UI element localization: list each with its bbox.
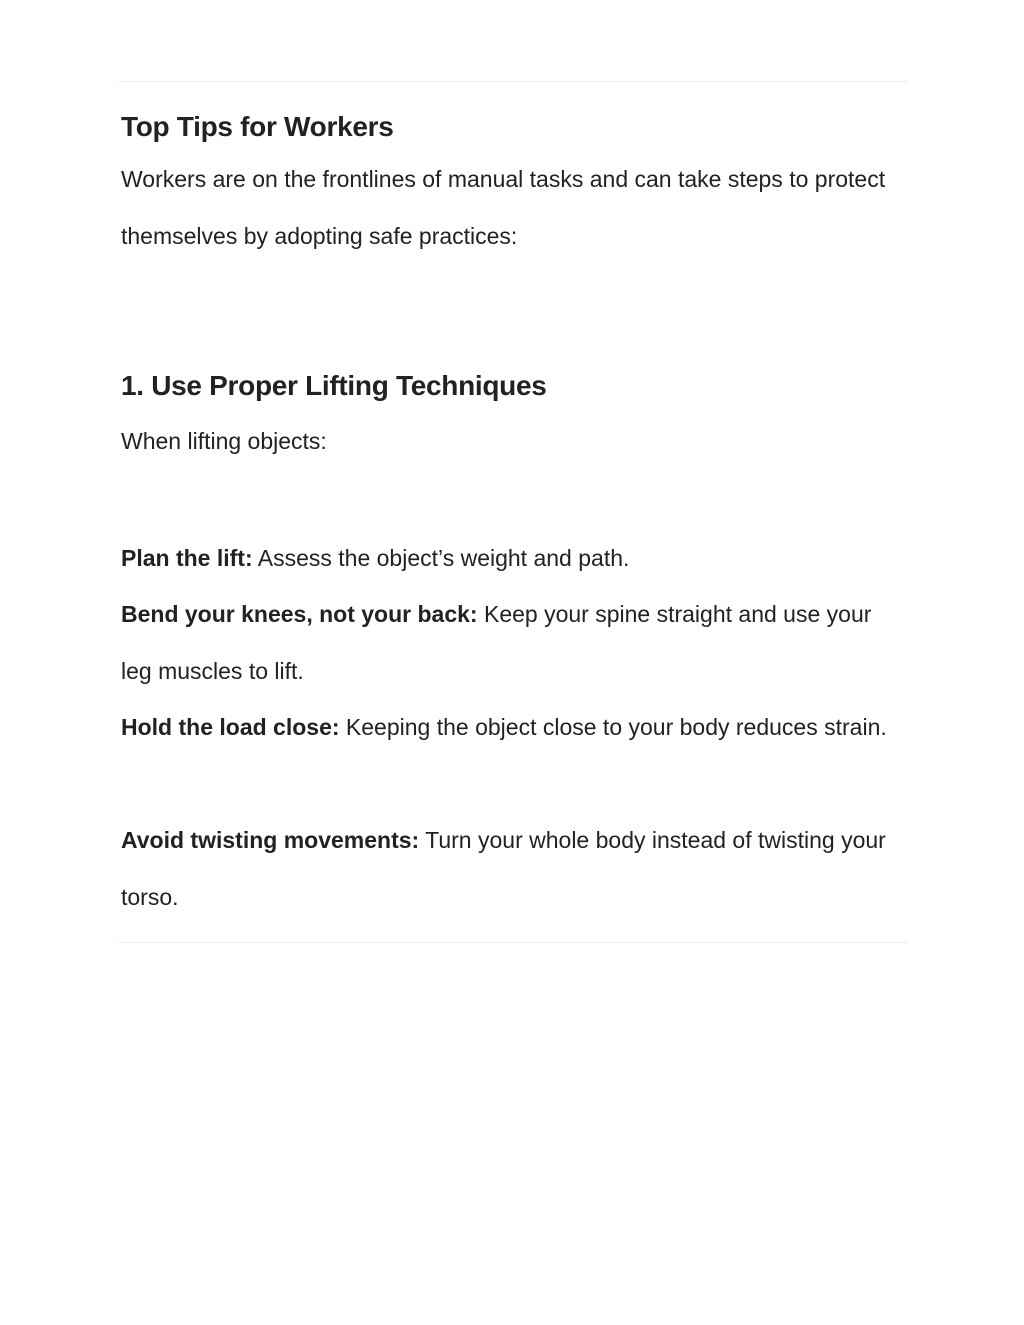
- tip-item: [121, 699, 891, 756]
- bottom-divider: [118, 942, 908, 943]
- section-lead-text: When lifting objects:: [121, 428, 327, 454]
- intro-paragraph: Workers are on the frontlines of manual tasks and can take steps to protect themselves by adopting safe practices:: [121, 166, 886, 249]
- tip-label: Plan the lift:: [121, 545, 253, 571]
- section-heading: 1. Use Proper Lifting Techniques: [121, 370, 547, 401]
- tip-label: Hold the load close:: [121, 714, 340, 740]
- tip-text: Turn your whole body instead of twisting your torso.: [121, 827, 886, 910]
- tip-text: Keep your spine straight and use your leg muscles to lift.: [121, 601, 872, 684]
- tip-item: [121, 586, 891, 699]
- tip-text: Keeping the object close to your body reduces strain.: [339, 714, 887, 740]
- top-divider: [118, 81, 908, 82]
- tip-label: Bend your knees, not your back:: [121, 601, 478, 627]
- tip-item: [121, 812, 891, 925]
- tip-label: Avoid twisting movements:: [121, 827, 420, 853]
- tip-item: [121, 530, 891, 587]
- tip-text: Assess the object’s weight and path.: [252, 545, 630, 571]
- intro-heading: Top Tips for Workers: [121, 111, 394, 142]
